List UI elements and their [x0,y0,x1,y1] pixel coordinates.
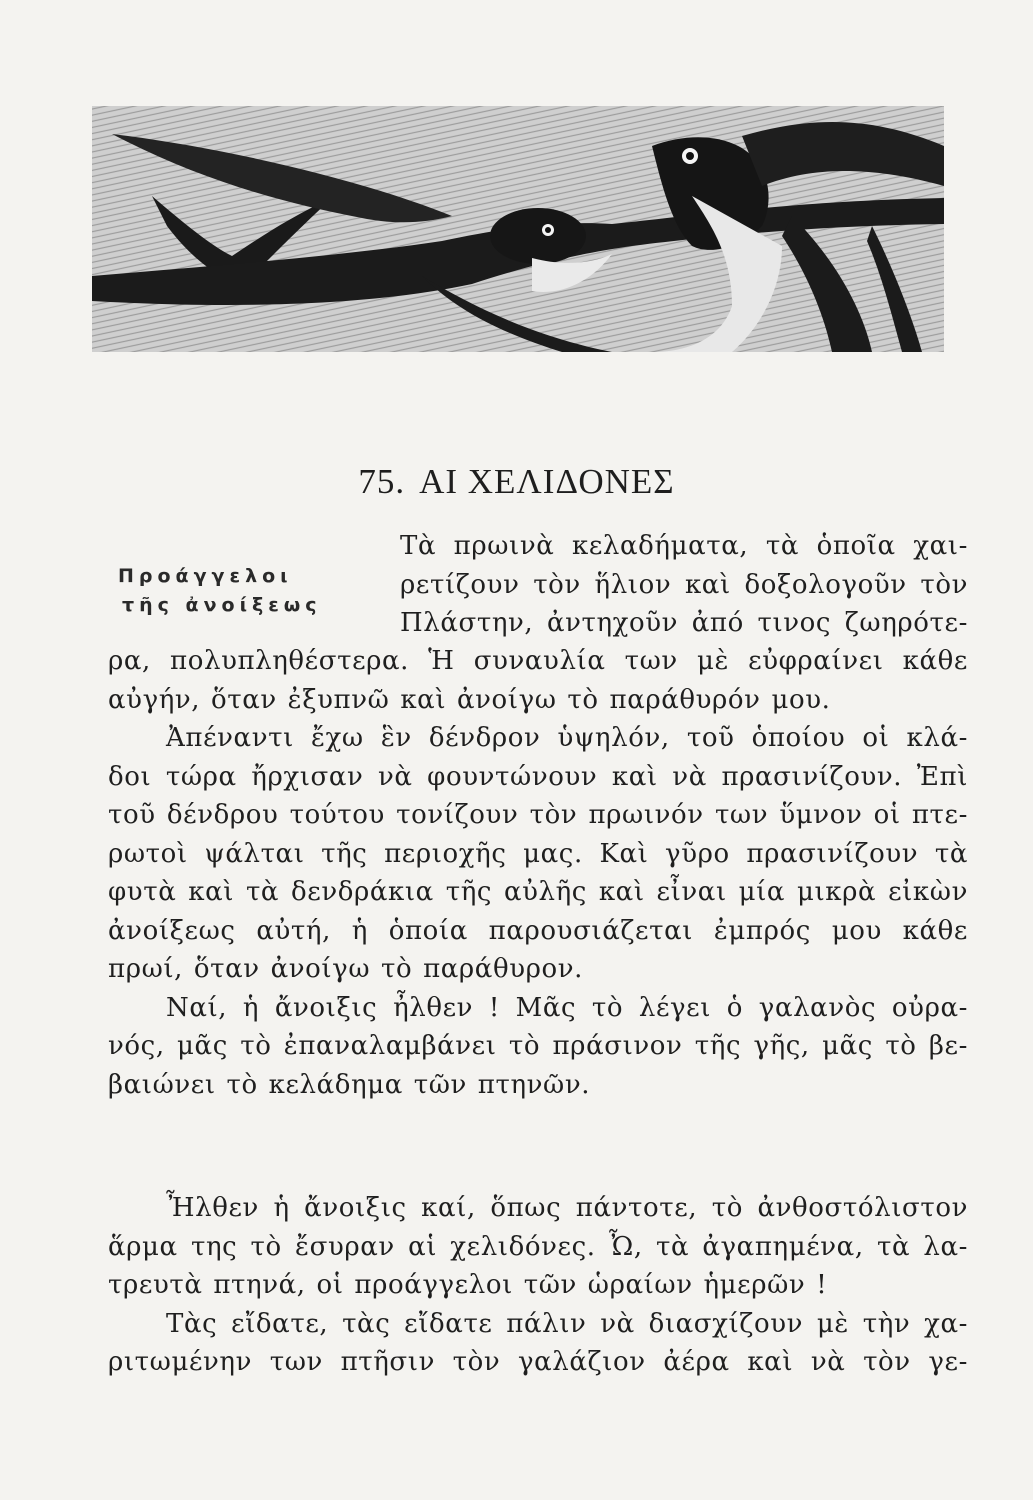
text-line: Ἀπέναντι ἔχω ἓν δένδρον ὑψηλόν, τοῦ ὁποίου οἱ κλά- [166,723,968,753]
text-line: ρετίζουν τὸν ἥλιον καὶ δοξολογοῦν τὸν [400,569,968,600]
chapter-number: 75. [358,462,406,501]
text-line: Ἦλθεν ἡ ἄνοιξις καί, ὅπως πάντοτε, τὸ ἀνθοστόλιστον [166,1193,968,1223]
text-line: αὐγήν, ὅταν ἐξυπνῶ καὶ ἀνοίγω τὸ παράθυρόν μου. [108,684,831,715]
chapter-title [0,462,1033,502]
swallows-illustration [92,106,944,352]
text-line: πρωί, ὅταν ἀνοίγω τὸ παράθυρον. [108,954,584,984]
second-paragraphs [108,1189,968,1382]
intro-paragraph [400,527,968,643]
text-line: ριτωμένην των πτῆσιν τὸν γαλάζιον ἀέρα καὶ νὰ τὸν γε- [108,1347,968,1377]
text-line: ρωτοὶ ψάλται τῆς περιοχῆς μας. Καὶ γῦρο πρασινίζουν τὰ [108,838,968,869]
text-line: ἀνοίξεως αὐτή, ἡ ὁποία παρουσιάζεται ἐμπρός μου κάθε [108,915,968,946]
text-line: νός, μᾶς τὸ ἐπαναλαμβάνει τὸ πράσινον τῆς γῆς, μᾶς τὸ βε- [108,1031,968,1061]
text-line: Ναί, ἡ ἄνοιξις ἦλθεν ! Μᾶς τὸ λέγει ὁ γαλανὸς οὐρα- [166,992,968,1023]
chapter-heading: ΑΙ ΧΕΛΙΔΟΝΕΣ [419,462,675,501]
text-line: ρα, πολυπληθέστερα. Ἡ συναυλία των μὲ εὐφραίνει κάθε [108,646,968,676]
text-line: τοῦ δένδρου τούτου τονίζουν τὸν πρωινόν των ὕμνον οἱ πτε- [108,800,968,830]
text-line: Τὰς εἴδατε, τὰς εἴδατε πάλιν νὰ διασχίζουν μὲ τὴν χα- [166,1308,968,1339]
text-line: δοι τώρα ἤρχισαν νὰ φουντώνουν καὶ νὰ πρασινίζουν. Ἐπὶ [108,761,968,792]
text-line: Τὰ πρωινὰ κελαδήματα, τὰ ὁποῖα χαι- [400,531,968,561]
margin-note [118,562,388,620]
margin-note-line-1: Προάγγελοι [118,565,293,587]
text-line: τρευτὰ πτηνά, οἱ προάγγελοι τῶν ὡραίων ἡμερῶν ! [108,1270,828,1300]
main-paragraphs [108,642,968,1104]
margin-note-line-2: τῆς ἀνοίξεως [122,594,322,616]
text-line: βαιώνει τὸ κελάδημα τῶν πτηνῶν. [108,1069,591,1100]
text-line: φυτὰ καὶ τὰ δενδράκια τῆς αὐλῆς καὶ εἶναι μία μικρὰ εἰκὼν [108,877,968,907]
text-line: Πλάστην, ἀντηχοῦν ἀπό τινος ζωηρότε- [400,608,968,638]
text-line: ἅρμα της τὸ ἔσυραν αἱ χελιδόνες. Ὦ, τὰ ἀγαπημένα, τὰ λα- [108,1231,968,1262]
